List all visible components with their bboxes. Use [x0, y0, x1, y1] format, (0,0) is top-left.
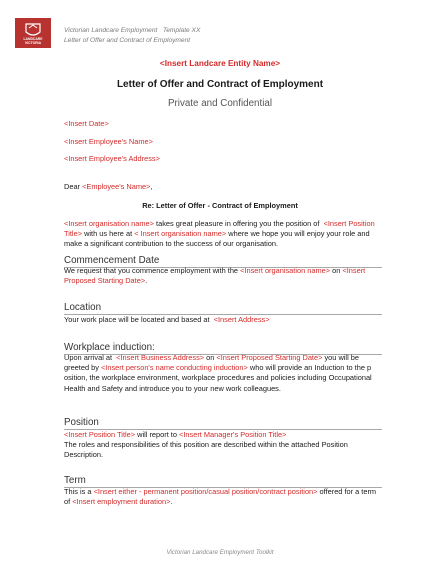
header-line-1: Victorian Landcare Employment Template XX [64, 27, 201, 34]
commencement-text-2: on [330, 266, 343, 275]
document-header [64, 26, 200, 46]
svg-text:VICTORIA: VICTORIA [24, 41, 42, 45]
position-paragraph [64, 430, 384, 461]
salutation [64, 182, 153, 192]
salutation-name: <Employee's Name> [82, 182, 151, 191]
section-heading-position: Position [64, 417, 382, 430]
term-placeholder-1: <Insert either - permanent position/casual position/contract position> [93, 487, 318, 496]
header-line-2: Letter of Offer and Contract of Employment [64, 37, 191, 44]
position-line-1 [64, 430, 384, 440]
position-text-2: The roles and responsibilities of this position are described within the attached Position Description. [64, 440, 348, 460]
induction-text-2: on [204, 353, 217, 362]
intro-text-3: where we hope you will enjoy your role and make a significant contribution to the success of our organisation. [64, 229, 370, 249]
intro-placeholder-1: <Insert organisation name> [64, 219, 154, 228]
term-text-1: This is a [64, 487, 94, 496]
section-heading-induction: Workplace induction: [64, 342, 382, 355]
section-heading-term: Term [64, 475, 382, 488]
document-footer: Victorian Landcare Employment Toolkit [166, 549, 274, 556]
svg-text:LANDCARE: LANDCARE [23, 37, 43, 41]
commencement-text-1: We request that you commence employment with the [64, 266, 241, 275]
term-text-2: offered for a term of [64, 487, 377, 507]
induction-text-3: you will be greeted by [64, 353, 359, 373]
intro-text-1: takes great pleasure in offering you the position of [153, 219, 324, 228]
induction-text-1: Upon arrival at [64, 353, 117, 362]
intro-text-2: with us here at [82, 229, 135, 239]
induction-paragraph [64, 353, 384, 394]
entity-name: <Insert Landcare Entity Name> [159, 59, 281, 68]
document-title: Letter of Offer and Contract of Employment [116, 79, 324, 90]
commencement-paragraph [64, 266, 384, 286]
re-line: Re: Letter of Offer - Contract of Employment [142, 201, 298, 210]
induction-text-4: who will provide an Induction to the p osition, the workplace environment, workplace procedures and policies including Occupational Health and Safety and introduce you to your new work colleagues. [64, 363, 372, 393]
location-placeholder-1: <Insert Address> [213, 315, 270, 324]
induction-placeholder-1: <Insert Business Address> [116, 353, 205, 362]
section-heading-commencement: Commencement Date [64, 255, 382, 268]
term-paragraph [64, 487, 384, 507]
intro-placeholder-2: <Insert Position Title> [64, 219, 375, 239]
commencement-text-3: . [145, 276, 148, 286]
induction-placeholder-2: <Insert Proposed Starting Date> [216, 353, 323, 362]
employee-name-placeholder: <Insert Employee's Name> [64, 137, 153, 146]
position-placeholder-1: <Insert Position Title> [64, 430, 136, 439]
document-subtitle: Private and Confidential [167, 98, 273, 109]
commencement-placeholder-2: <Insert Proposed Starting Date> [64, 266, 366, 286]
date-placeholder: <Insert Date> [64, 119, 109, 128]
term-text-3: . [170, 497, 173, 507]
induction-placeholder-3: <Insert person's name conducting induction> [100, 363, 248, 373]
landcare-logo-icon [15, 18, 51, 48]
position-placeholder-2: <Insert Manager's Position Title> [179, 430, 287, 439]
intro-paragraph [64, 219, 384, 250]
section-heading-location: Location [64, 302, 382, 315]
position-text-1: will report to [135, 430, 180, 439]
location-text-1: Your work place will be located and based at [64, 315, 214, 324]
salutation-prefix: Dear [64, 182, 83, 191]
employee-address-placeholder: <Insert Employee's Address> [64, 154, 160, 163]
commencement-placeholder-1: <Insert organisation name> [240, 266, 331, 275]
term-placeholder-2: <Insert employment duration> [72, 497, 171, 507]
intro-placeholder-3: < Insert organisation name> [134, 229, 227, 239]
salutation-suffix: , [150, 182, 153, 191]
landcare-logo [15, 18, 51, 48]
location-paragraph [64, 315, 384, 325]
